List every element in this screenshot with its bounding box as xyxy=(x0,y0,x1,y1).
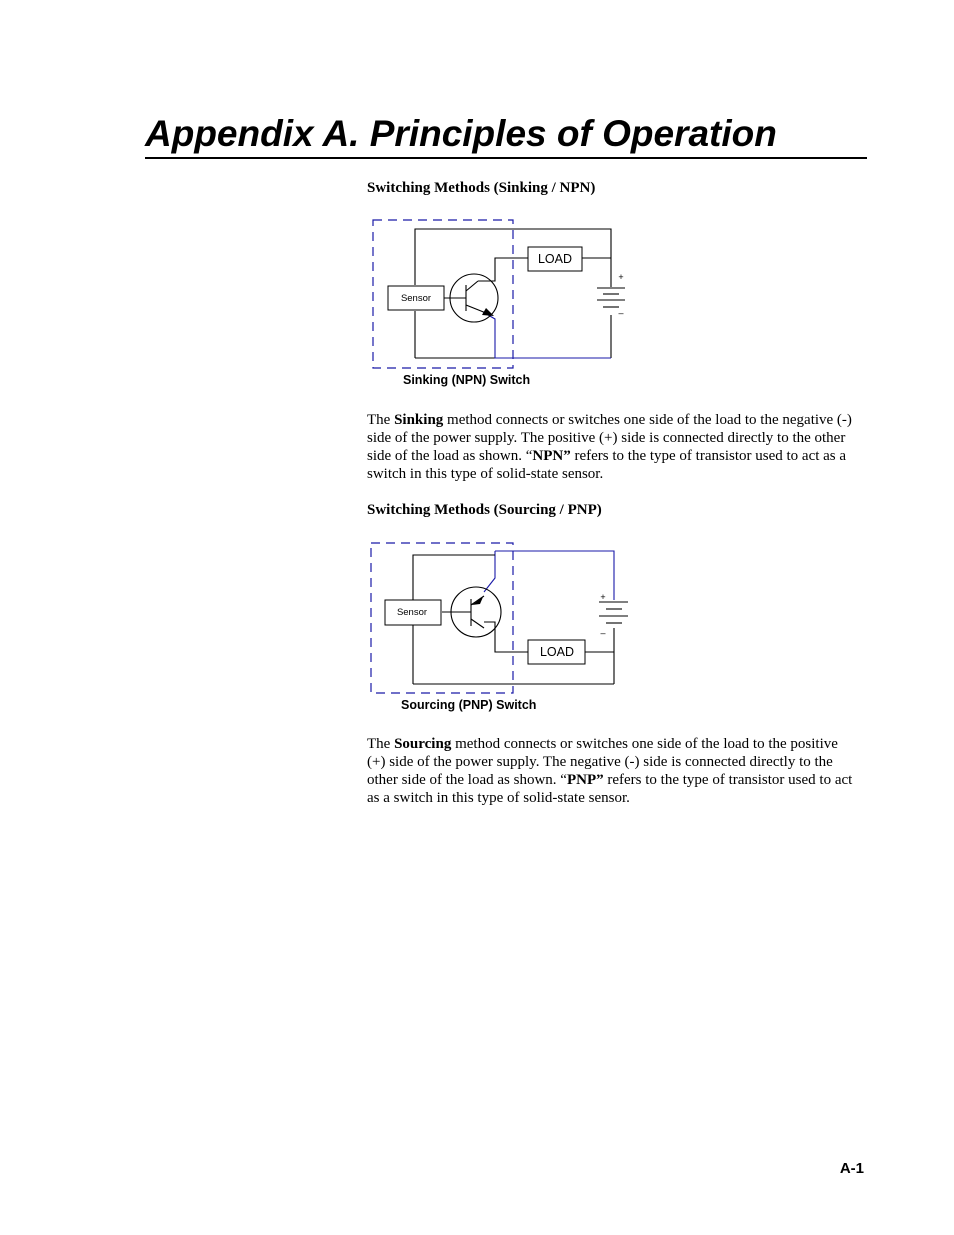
sensor-label: Sensor xyxy=(396,607,428,618)
page-number: A-1 xyxy=(839,1160,864,1177)
battery-icon xyxy=(597,288,625,307)
sinking-npn-diagram xyxy=(368,215,628,393)
switched-wire xyxy=(483,312,611,358)
sourcing-pnp-diagram xyxy=(366,538,636,718)
pnp-transistor-icon xyxy=(442,587,501,637)
plus-sign: + xyxy=(618,272,624,282)
switched-wire xyxy=(484,551,614,600)
sinking-caption: Sinking (NPN) Switch xyxy=(403,373,531,387)
page-title: Appendix A. Principles of Operation xyxy=(145,113,867,159)
emitter-arrow-icon xyxy=(482,308,494,316)
sinking-heading: Switching Methods (Sinking / NPN) xyxy=(367,180,596,196)
battery-icon xyxy=(599,602,628,623)
sourcing-paragraph: The Sourcing method connects or switches one side of the load to the positive (+) side of the power supply. The negative (-) side is connected directly to the other side of the load as shown. “PNP” refers to the type of transistor used to act as a switch in this type of solid-state sensor. xyxy=(367,736,853,806)
sinking-paragraph: The Sinking method connects or switches one side of the load to the negative (-) side of the power supply. The positive (+) side is connected directly to the other side of the load as shown. “NPN” refers to the type of transistor used to act as a switch in this type of solid-state sensor. xyxy=(367,412,852,482)
sourcing-heading: Switching Methods (Sourcing / PNP) xyxy=(367,502,602,518)
load-label: LOAD xyxy=(539,645,575,659)
minus-sign: – xyxy=(600,628,606,638)
sourcing-caption: Sourcing (PNP) Switch xyxy=(401,698,537,712)
load-label: LOAD xyxy=(537,252,573,266)
minus-sign: – xyxy=(618,308,624,318)
sensor-label: Sensor xyxy=(400,293,432,304)
plus-sign: + xyxy=(600,592,606,602)
